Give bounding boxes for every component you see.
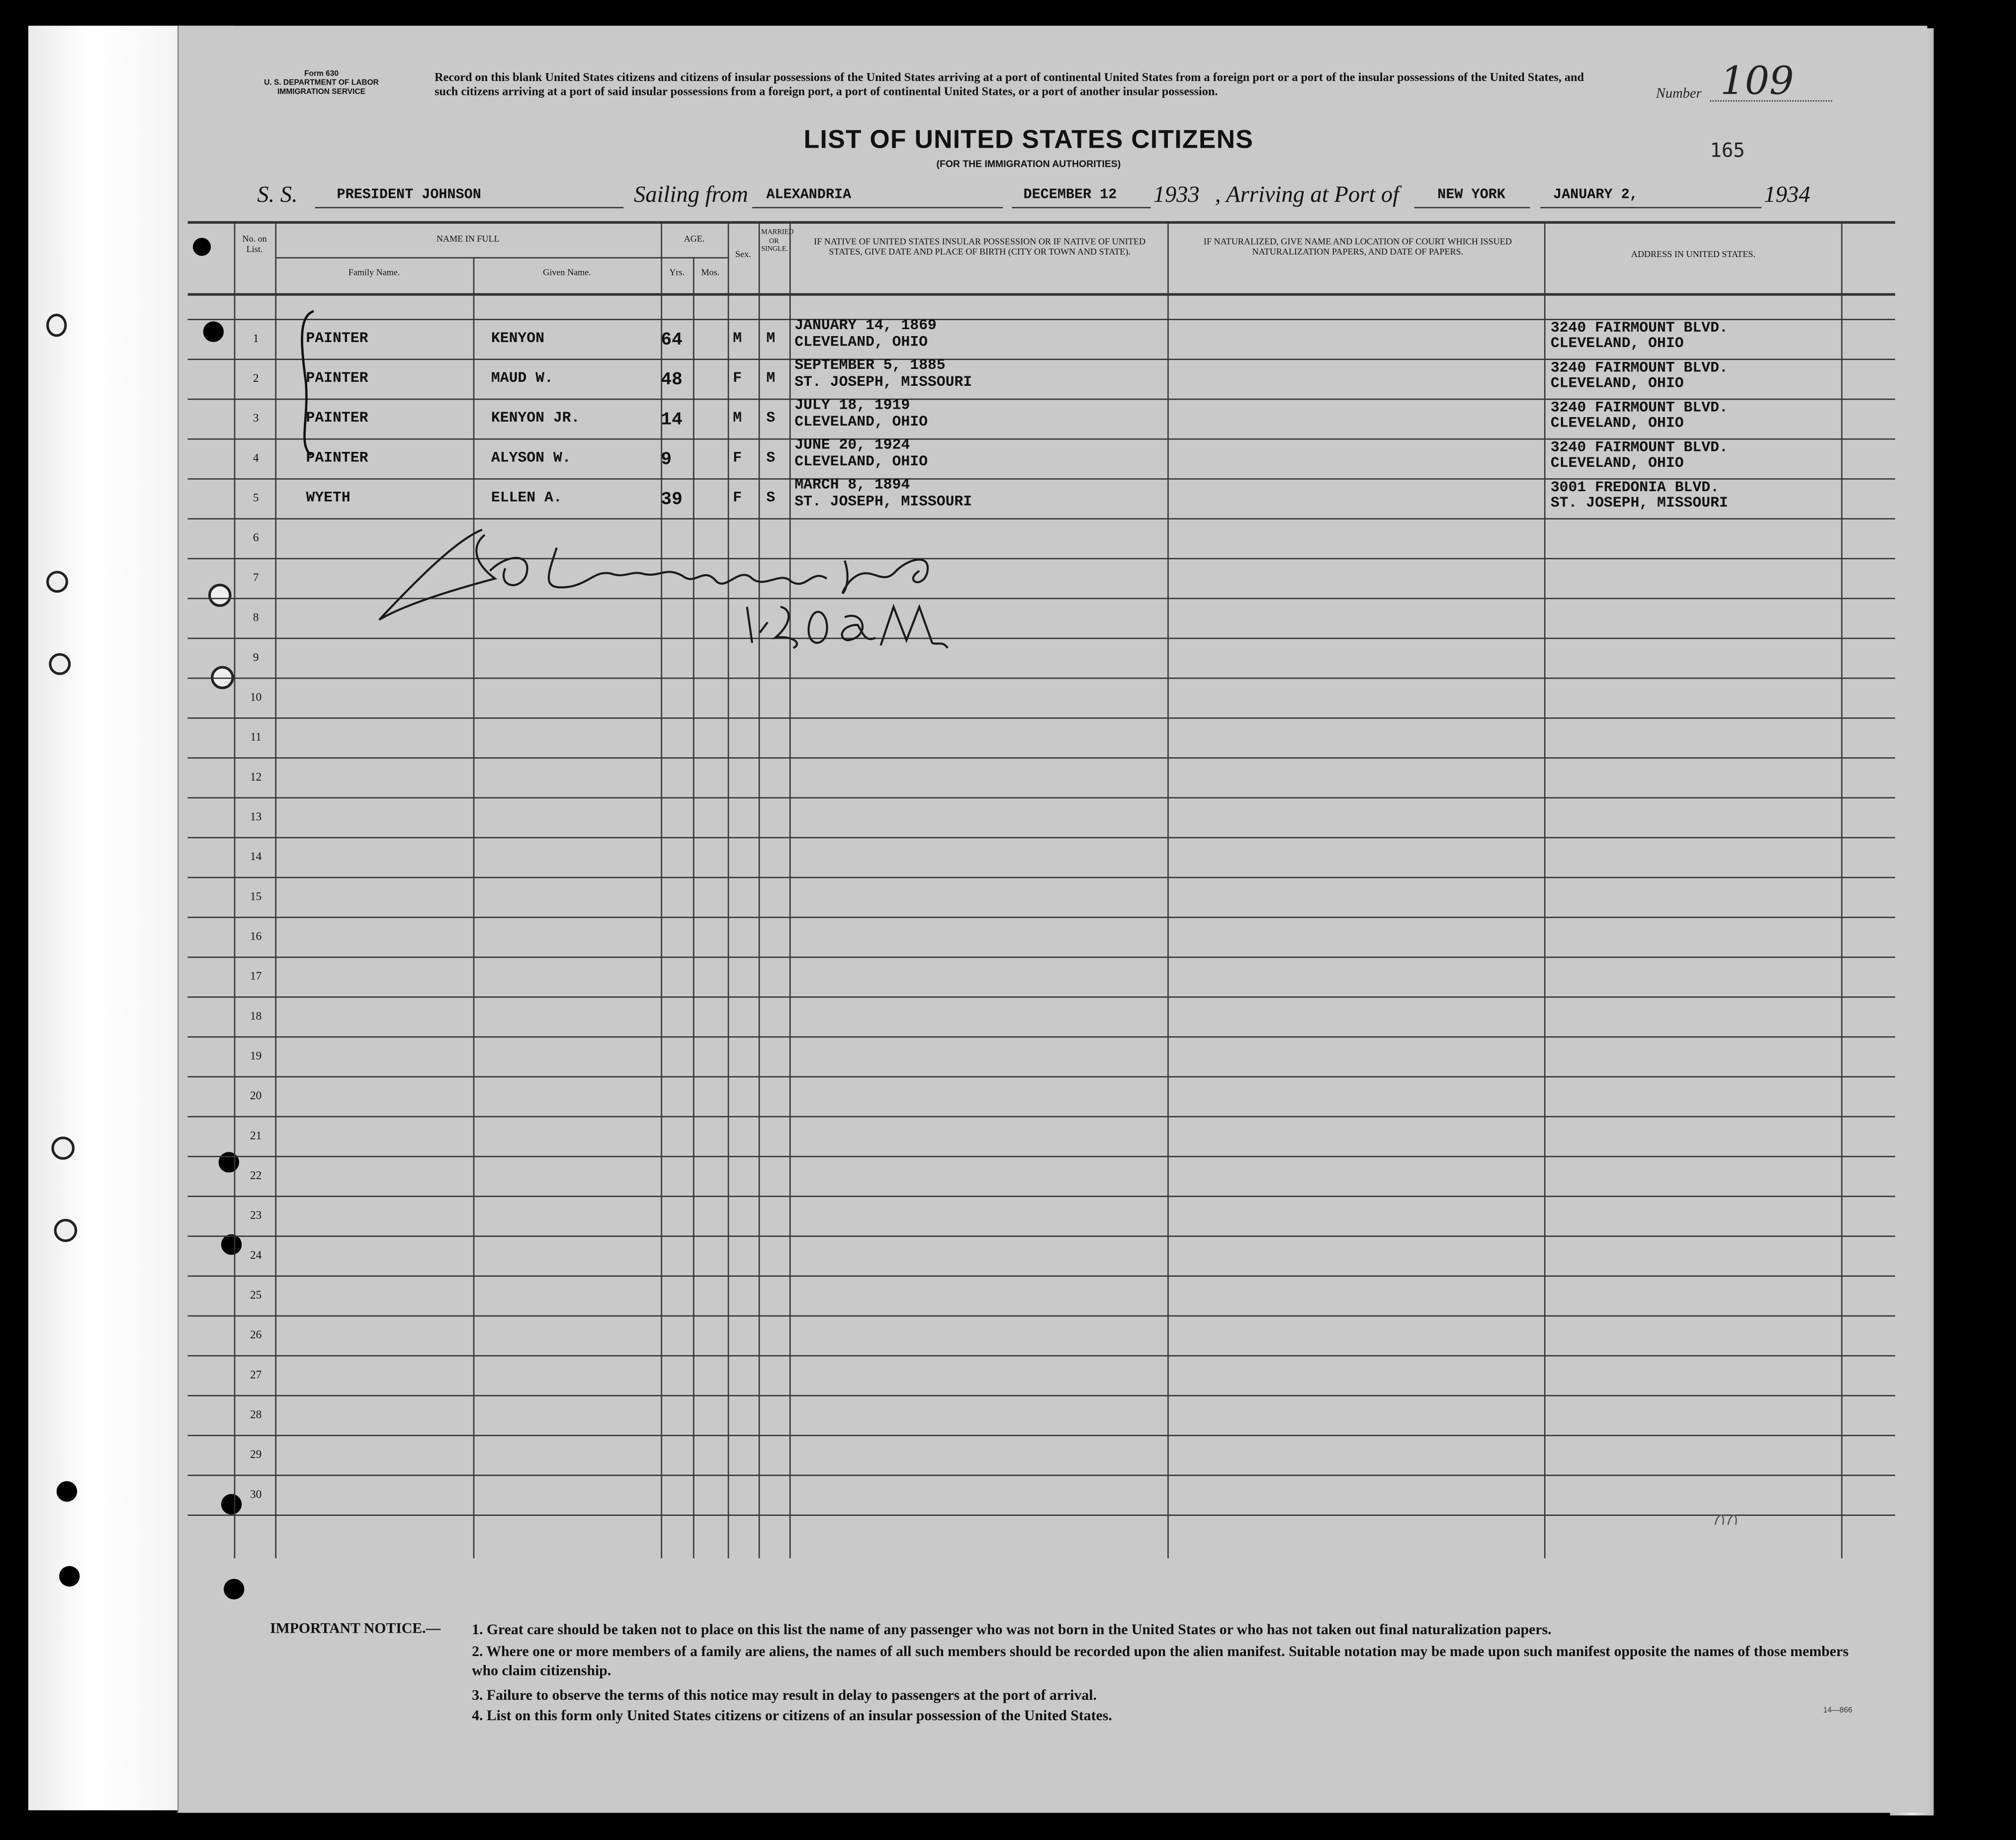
table-top-rule xyxy=(188,221,1895,224)
col-header-mos: Mos. xyxy=(701,267,720,278)
address-line-2: CLEVELAND, OHIO xyxy=(1550,335,1684,352)
col-rule xyxy=(1544,221,1546,1559)
family-name: PAINTER xyxy=(306,450,368,467)
arriving-label: , Arriving at Port of xyxy=(1215,181,1400,207)
col-header-given: Given Name. xyxy=(543,267,591,278)
row-number: 24 xyxy=(250,1248,262,1261)
sex: F xyxy=(733,370,742,387)
notice-item-3: 3. Failure to observe the terms of this notice may result in delay to passengers at the port of arrival. xyxy=(472,1688,1097,1704)
family-name: PAINTER xyxy=(306,330,368,348)
row-rule xyxy=(188,837,1895,839)
age-years: 64 xyxy=(661,330,683,351)
ship-name: PRESIDENT JOHNSON xyxy=(337,187,481,203)
number-label: Number xyxy=(1656,86,1702,102)
given-name: ELLEN A. xyxy=(491,490,562,507)
col-header-family: Family Name. xyxy=(348,267,400,278)
row-number: 23 xyxy=(250,1208,262,1222)
ss-label: S. S. xyxy=(257,181,298,207)
notice-item-2: 2. Where one or more members of a family are aliens, the names of all such members should be recorded upon the alien manifest. Suitable notation may be made upon such manifest opposite the names of those members who claim citizenship. xyxy=(472,1644,1849,1679)
col-header-sex: Sex. xyxy=(735,249,751,260)
col-header-birth: IF NATIVE OF UNITED STATES INSULAR POSSESSION OR IF NATIVE OF UNITED STATES, GIVE DATE AND PLACE OF BIRTH (CITY OR TOWN AND STATE). xyxy=(814,236,1146,258)
row-rule xyxy=(188,1514,1895,1516)
birth-date: MARCH 8, 1894 xyxy=(794,477,910,494)
row-rule xyxy=(188,1355,1895,1357)
row-rule xyxy=(188,1395,1895,1397)
family-name: PAINTER xyxy=(306,370,368,387)
row-rule xyxy=(188,957,1895,958)
row-number: 15 xyxy=(250,889,262,903)
row-number: 8 xyxy=(253,611,259,624)
sex: M xyxy=(733,330,742,348)
arrival-port: NEW YORK xyxy=(1437,187,1505,203)
row-rule xyxy=(188,1196,1895,1197)
col-rule xyxy=(759,221,760,1559)
address-line-2: CLEVELAND, OHIO xyxy=(1550,375,1684,392)
row-number: 29 xyxy=(250,1447,262,1461)
col-rule xyxy=(1841,221,1842,1559)
row-rule xyxy=(188,797,1895,798)
page-subtitle: (FOR THE IMMIGRATION AUTHORITIES) xyxy=(936,158,1121,170)
age-years: 9 xyxy=(661,450,672,471)
name-age-subrule xyxy=(275,257,727,259)
row-number: 17 xyxy=(250,969,262,982)
row-rule xyxy=(188,1435,1895,1436)
birth-date: JANUARY 14, 1869 xyxy=(794,317,937,335)
row-rule xyxy=(188,1116,1895,1118)
family-name: PAINTER xyxy=(306,410,368,427)
manifest-table xyxy=(188,221,1895,1559)
col-rule xyxy=(789,221,791,1559)
row-rule xyxy=(188,1235,1895,1237)
punch-hole xyxy=(59,1566,80,1586)
col-header-married: MARRIED OR SINGLE. xyxy=(761,229,794,254)
address-line-1: 3240 FAIRMOUNT BLVD. xyxy=(1550,360,1728,377)
family-bracket xyxy=(293,306,319,460)
address-line-2: ST. JOSEPH, MISSOURI xyxy=(1550,495,1728,512)
row-number: 2 xyxy=(253,371,259,385)
row-number: 1 xyxy=(253,332,259,345)
age-years: 39 xyxy=(661,490,683,511)
col-rule xyxy=(1167,221,1169,1559)
row-number: 13 xyxy=(250,810,262,823)
col-rule xyxy=(728,221,729,1559)
col-header-yrs: Yrs. xyxy=(669,267,685,278)
address-line-2: CLEVELAND, OHIO xyxy=(1550,455,1684,472)
row-number: 20 xyxy=(250,1089,262,1102)
inspector-signature xyxy=(366,514,1035,655)
row-number: 4 xyxy=(253,451,259,464)
row-number: 19 xyxy=(250,1049,262,1062)
row-number: 22 xyxy=(250,1168,262,1182)
address-line-1: 3240 FAIRMOUNT BLVD. xyxy=(1550,400,1728,417)
birth-place: CLEVELAND, OHIO xyxy=(794,414,928,431)
sailing-date-underline xyxy=(1012,207,1150,208)
sex: F xyxy=(733,450,742,467)
arrival-year-prefix: 19 xyxy=(1764,181,1787,207)
row-rule xyxy=(188,917,1895,918)
row-rule xyxy=(188,1315,1895,1317)
row-rule xyxy=(188,1076,1895,1078)
row-number: 26 xyxy=(250,1328,262,1341)
row-rule xyxy=(188,1275,1895,1277)
row-number: 14 xyxy=(250,850,262,863)
given-name: KENYON xyxy=(491,330,545,348)
birth-date: JUNE 20, 1924 xyxy=(794,437,910,454)
form-number: Form 630 xyxy=(304,71,339,79)
row-rule xyxy=(188,996,1895,998)
punch-hole xyxy=(57,1481,77,1501)
given-name: MAUD W. xyxy=(491,370,553,387)
punch-hole xyxy=(46,314,67,337)
address-line-1: 3240 FAIRMOUNT BLVD. xyxy=(1550,439,1728,457)
arrival-year xyxy=(1764,181,1810,215)
punch-hole xyxy=(54,1219,78,1242)
stamp-number: 165 xyxy=(1710,139,1745,162)
arrival-date: JANUARY 2, xyxy=(1553,187,1638,203)
address-line-1: 3240 FAIRMOUNT BLVD. xyxy=(1550,320,1728,337)
birth-date: SEPTEMBER 5, 1885 xyxy=(794,357,946,374)
row-number: 10 xyxy=(250,690,262,703)
age-years: 48 xyxy=(661,370,683,391)
col-rule xyxy=(275,221,276,1559)
row-rule xyxy=(188,1156,1895,1157)
row-number: 28 xyxy=(250,1407,262,1421)
col-header-naturalized: IF NATURALIZED, GIVE NAME AND LOCATION OF COURT WHICH ISSUED NATURALIZATION PAPERS, AND DATE OF PAPERS. xyxy=(1204,236,1512,258)
col-rule xyxy=(473,257,475,1558)
punch-hole xyxy=(49,653,71,675)
row-number: 3 xyxy=(253,411,259,425)
row-number: 27 xyxy=(250,1368,262,1381)
record-instructions: Record on this blank United States citizens and citizens of insular possessions of the United States arriving at a port of continental United States from a foreign port or a port of the insular possessions of the United States, and such citizens arriving at a port of said insular possessions from a foreign port, a port of continental United States, or a port of another insular possession. xyxy=(435,72,1584,99)
row-number: 21 xyxy=(250,1129,262,1142)
row-rule xyxy=(188,1036,1895,1038)
port-underline xyxy=(1414,207,1530,208)
sailing-year xyxy=(1153,181,1200,215)
ship-underline xyxy=(315,207,624,208)
age-years: 14 xyxy=(661,410,683,431)
row-number: 9 xyxy=(253,650,259,664)
col-header-age: AGE. xyxy=(684,234,705,245)
row-number: 7 xyxy=(253,571,259,584)
row-number: 30 xyxy=(250,1488,262,1500)
sailing-year-suffix: 33 xyxy=(1176,181,1200,207)
row-rule xyxy=(188,877,1895,878)
birth-place: CLEVELAND, OHIO xyxy=(794,334,928,351)
family-name: WYETH xyxy=(306,490,351,507)
row-rule xyxy=(188,678,1895,679)
arrival-date-underline xyxy=(1540,207,1761,208)
col-rule xyxy=(693,257,695,1558)
punch-hole xyxy=(51,1137,75,1160)
given-name: ALYSON W. xyxy=(491,450,571,467)
service-name: IMMIGRATION SERVICE xyxy=(277,88,366,96)
notice-heading: IMPORTANT NOTICE.— xyxy=(270,1621,441,1637)
sailing-underline xyxy=(752,207,1003,208)
arrival-year-suffix: 34 xyxy=(1787,181,1811,207)
row-number: 12 xyxy=(250,770,262,783)
marital-status: S xyxy=(766,490,776,507)
punch-hole xyxy=(224,1579,244,1599)
table-header-rule xyxy=(188,293,1895,296)
sailing-from: ALEXANDRIA xyxy=(766,187,852,203)
row-rule xyxy=(188,757,1895,759)
given-name: KENYON JR. xyxy=(491,410,580,427)
birth-place: ST. JOSEPH, MISSOURI xyxy=(794,494,972,511)
row-rule xyxy=(188,1475,1895,1476)
col-header-name: NAME IN FULL xyxy=(436,234,500,245)
notice-item-4: 4. List on this form only United States citizens or citizens of an insular possession of the United States. xyxy=(472,1708,1112,1724)
page-title: LIST OF UNITED STATES CITIZENS xyxy=(803,126,1254,155)
pencil-mark xyxy=(1710,1507,1749,1530)
row-number: 5 xyxy=(253,491,259,504)
sailing-date: DECEMBER 12 xyxy=(1023,187,1117,203)
form-identifier xyxy=(231,71,411,97)
address-line-2: CLEVELAND, OHIO xyxy=(1550,415,1684,432)
row-rule xyxy=(188,717,1895,719)
marital-status: M xyxy=(766,370,776,387)
marital-status: S xyxy=(766,450,776,467)
row-number: 25 xyxy=(250,1288,262,1302)
row-number: 18 xyxy=(250,1009,262,1022)
department-name: U. S. DEPARTMENT OF LABOR xyxy=(264,80,379,88)
sailing-year-prefix: 19 xyxy=(1153,181,1177,207)
printer-code: 14—866 xyxy=(1823,1707,1852,1715)
row-number: 11 xyxy=(250,730,262,743)
sailing-label: Sailing from xyxy=(633,181,748,207)
sex: F xyxy=(733,490,742,507)
row-number: 6 xyxy=(253,531,259,544)
address-line-1: 3001 FREDONIA BLVD. xyxy=(1550,479,1719,497)
col-header-no: No. on List. xyxy=(242,234,267,256)
birth-date: JULY 18, 1919 xyxy=(794,397,910,414)
marital-status: M xyxy=(766,330,776,348)
list-number: 109 xyxy=(1720,59,1794,104)
sex: M xyxy=(733,410,742,427)
birth-place: ST. JOSEPH, MISSOURI xyxy=(794,374,972,391)
punch-hole xyxy=(46,571,68,593)
notice-item-1: 1. Great care should be taken not to place on this list the name of any passenger who was not born in the United States or who has not taken out final naturalization papers. xyxy=(472,1622,1552,1638)
col-rule xyxy=(234,221,236,1559)
birth-place: CLEVELAND, OHIO xyxy=(794,453,928,471)
marital-status: S xyxy=(766,410,776,427)
row-number: 16 xyxy=(250,929,262,943)
col-header-address: ADDRESS IN UNITED STATES. xyxy=(1631,249,1755,260)
